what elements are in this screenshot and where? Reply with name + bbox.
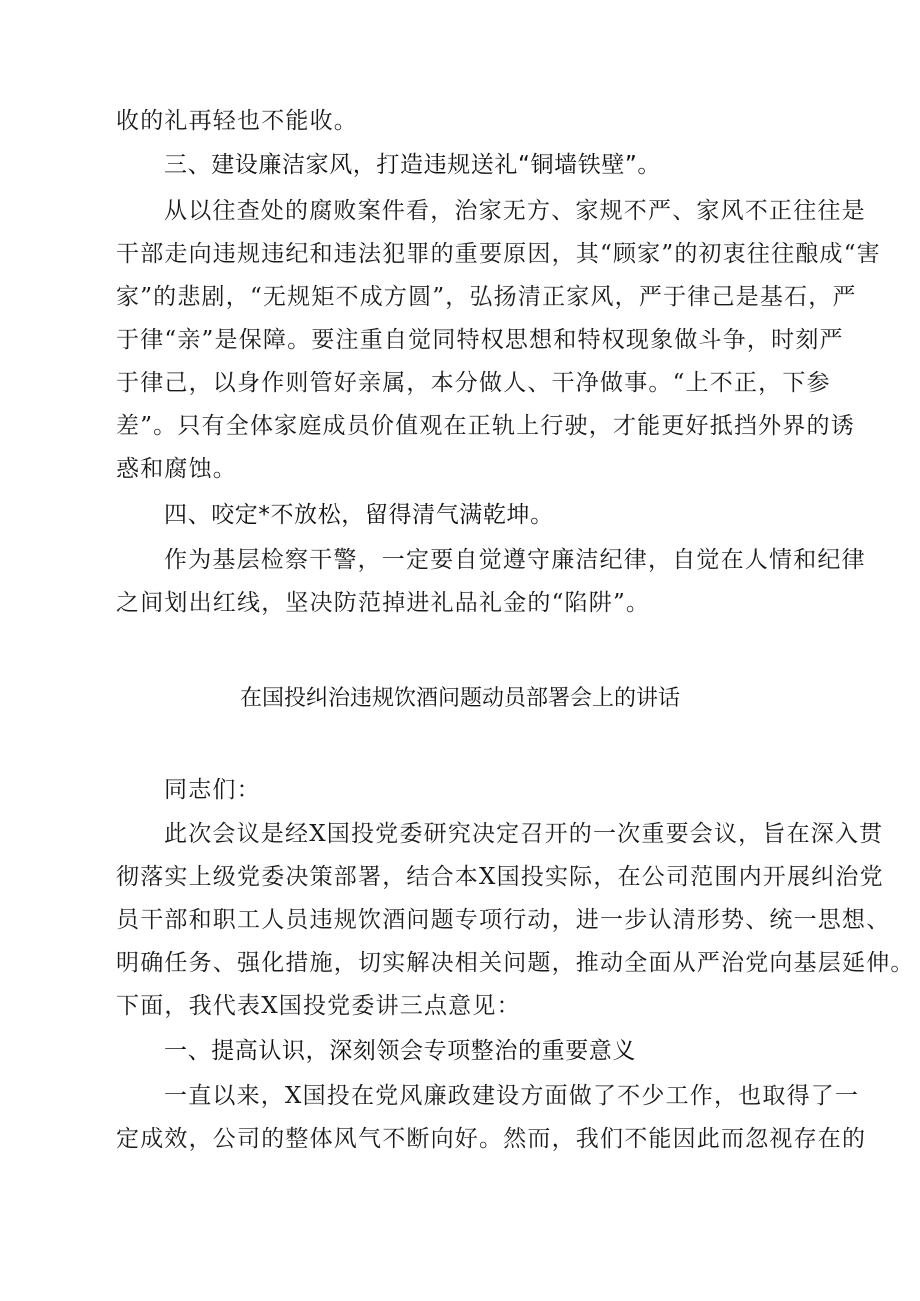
body-text-line: 明确任务、强化措施，切实解决相关问题，推动全面从严治党向基层延伸。 [116,950,915,976]
body-text-line: 彻落实上级党委决策部署，结合本X国投实际，在公司范围内开展纠治党 [116,864,884,890]
body-text-line: 于律己，以身作则管好亲属，本分做人、干净做事。“上不正，下参 [116,370,831,396]
salutation: 同志们： [164,777,261,803]
point-heading-one: 一、提高认识，深刻领会专项整治的重要意义 [164,1038,636,1064]
body-text-line: 一直以来，X国投在党风廉政建设方面做了不少工作，也取得了一 [164,1083,860,1109]
body-text-line: 员干部和职工人员违规饮酒问题专项行动，进一步认清形势、统一思想、 [116,907,891,933]
body-text-line: 差”。只有全体家庭成员价值观在正轨上行驶，才能更好抵挡外界的诱 [116,413,855,439]
body-text-line: 定成效，公司的整体风气不断向好。然而，我们不能因此而忽视存在的 [116,1126,867,1152]
body-text-line: 之间划出红线，坚决防范掉进礼品礼金的“陷阱”。 [116,590,651,616]
body-text-line: 下面，我代表X国投党委讲三点意见： [116,993,521,1019]
body-text-line: 从以往查处的腐败案件看，治家无方、家规不严、家风不正往往是 [164,198,866,224]
body-text-line: 惑和腐蚀。 [116,456,237,482]
speech-title: 在国投纠治违规饮酒问题动员部署会上的讲话 [239,686,680,711]
section-heading-three: 三、建设廉洁家风，打造违规送礼“铜墙铁壁”。 [164,152,662,178]
body-text-line: 于律“亲”是保障。要注重自觉同特权思想和特权现象做斗争，时刻严 [116,327,844,353]
body-text-line: 干部走向违规违纪和违法犯罪的重要原因，其“顾家”的初衷往往酿成“害 [116,241,881,267]
body-text-line: 家”的悲剧，“无规矩不成方圆”，弘扬清正家风，严于律己是基石，严 [116,284,857,310]
body-text-line: 作为基层检察干警，一定要自觉遵守廉洁纪律，自觉在人情和纪律 [164,547,866,573]
body-text-line: 收的礼再轻也不能收。 [116,108,358,134]
body-text-line: 此次会议是经X国投党委研究决定召开的一次重要会议，旨在深入贯 [164,821,884,847]
section-heading-four: 四、咬定*不放松，留得清气满乾坤。 [164,502,554,528]
